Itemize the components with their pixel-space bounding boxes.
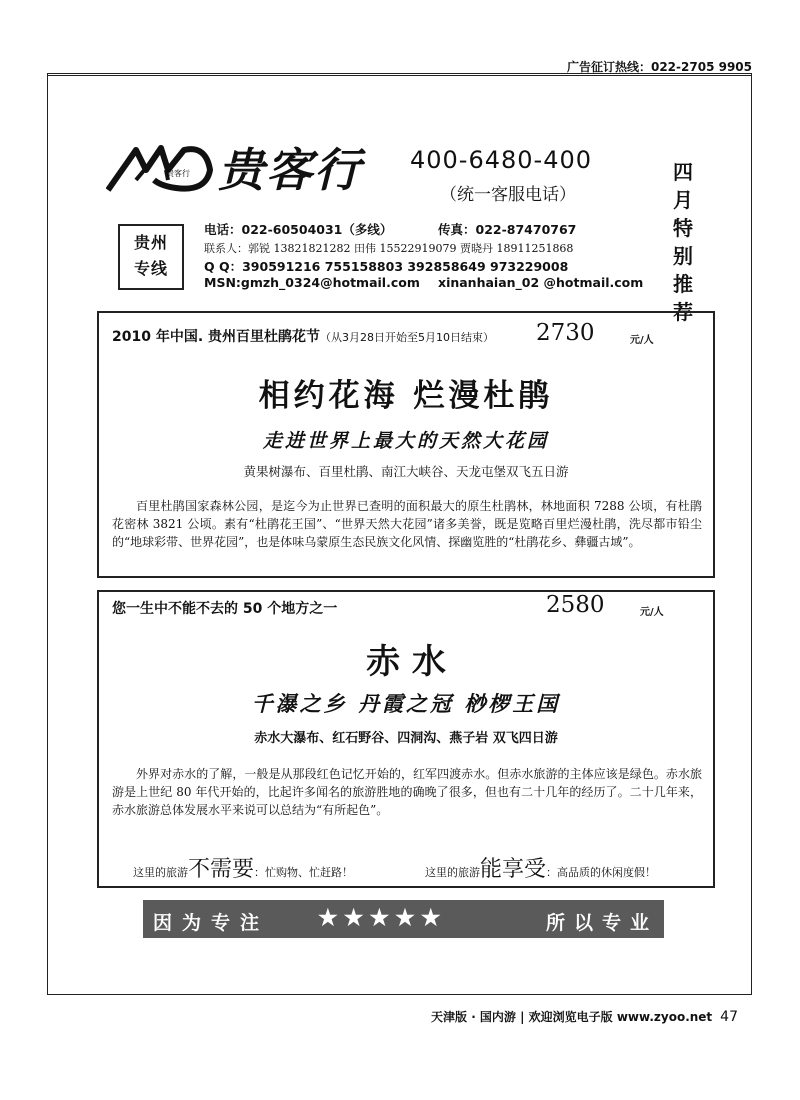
tour1-price: 2730	[536, 320, 595, 346]
tour2-price-unit: 元/人	[640, 607, 664, 618]
side-label-april-special	[666, 158, 700, 326]
service-hotline-note: （统一客服电话）	[440, 185, 576, 205]
slogan-right: 所以专业	[545, 912, 658, 934]
brand-logo	[106, 140, 216, 195]
star-icons: ★★★★★	[318, 905, 447, 931]
contact-msn: MSN:gmzh_0324@hotmail.com	[204, 275, 420, 290]
tour2-title: 赤 水	[366, 642, 446, 682]
service-hotline: 400-6480-400	[410, 146, 593, 174]
contact-people: 联系人：郭锐 13821821282 田伟 15522919079 贾晓丹 18911251868	[204, 242, 574, 255]
side-char: 特	[673, 216, 693, 240]
tour1-header	[112, 326, 494, 346]
slogan-banner	[143, 900, 664, 938]
contact-qq: Q Q：390591216 755158803 392858649 973229008	[204, 259, 569, 274]
brand-name: 贵客行	[218, 143, 362, 197]
tour2-description: 外界对赤水的了解，一般是从那段红色记忆开始的，红军四渡赤水。但赤水旅游的主体应该是绿色。赤水旅游是上世纪 80 年代开始的，比起许多闻名的旅游胜地的确晚了很多，但也有二十几年的经历了。二十几年来，赤水旅游总体发展水平来说可以总结为“有所起色”。	[112, 767, 702, 817]
tour2-header: 您一生中不能不去的 50 个地方之一	[112, 601, 338, 617]
tour2-route: 赤水大瀑布、红石野谷、四洞沟、燕子岩 双飞四日游	[254, 731, 558, 746]
side-char: 四	[673, 160, 693, 184]
ad-hotline: 广告征订热线：022-2705 9905	[566, 60, 752, 74]
side-char: 别	[673, 244, 693, 268]
page-number: 47	[720, 1009, 738, 1025]
side-char: 推	[673, 272, 693, 296]
tour2-price: 2580	[546, 592, 605, 618]
tour1-description: 百里杜鹃国家森林公园，是迄今为止世界已查明的面积最大的原生杜鹃林，林地面积 7288 公顷，有杜鹃花密林 3821 公顷。素有“杜鹃花王国”、“世界天然大花园”诸多美誉，既是览略百里烂漫杜鹃，洗尽都市铅尘的“地球彩带、世界花园”，也是体味乌蒙原生态民族文化风情、探幽览胜的“杜鹃花乡、彝疆古域”。	[112, 499, 703, 549]
tour1-header-title: 2010 年中国. 贵州百里杜鹃花节	[112, 329, 321, 345]
tour1-header-dates: （从3月28日开始至5月10日结束）	[320, 331, 495, 344]
stamp-line1: 贵州	[133, 233, 168, 252]
contact-fax: 传真：022-87470767	[438, 222, 577, 237]
logo-text: 贵客行	[166, 169, 190, 178]
tour1-route: 黄果树瀑布、百里杜鹃、南江大峡谷、天龙屯堡双飞五日游	[243, 464, 569, 479]
tour1-subtitle: 走进世界上最大的天然大花园	[262, 430, 549, 452]
guizhou-line-stamp	[118, 224, 184, 290]
slogan-left: 因为专注	[153, 912, 270, 934]
tour2-subtitle: 千瀑之乡 丹霞之冠 桫椤王国	[251, 691, 561, 716]
tour1-price-unit: 元/人	[630, 335, 654, 346]
tour1-title: 相约花海 烂漫杜鹃	[258, 378, 554, 414]
contact-msn2: xinanhaian_02 @hotmail.com	[438, 275, 644, 290]
tour2-tagline-1: 这里的旅游不需要：忙购物、忙赶路！	[133, 857, 354, 882]
side-char: 月	[673, 188, 693, 212]
tour2-tagline-2: 这里的旅游能享受：高品质的休闲度假！	[425, 857, 657, 882]
page-footer	[431, 1008, 738, 1025]
side-char: 荐	[673, 300, 693, 324]
footer-text: 天津版 · 国内游 | 欢迎浏览电子版 www.zyoo.net	[431, 1010, 713, 1024]
contact-tel: 电话：022-60504031（多线）	[204, 222, 393, 237]
stamp-line2: 专线	[133, 259, 168, 278]
